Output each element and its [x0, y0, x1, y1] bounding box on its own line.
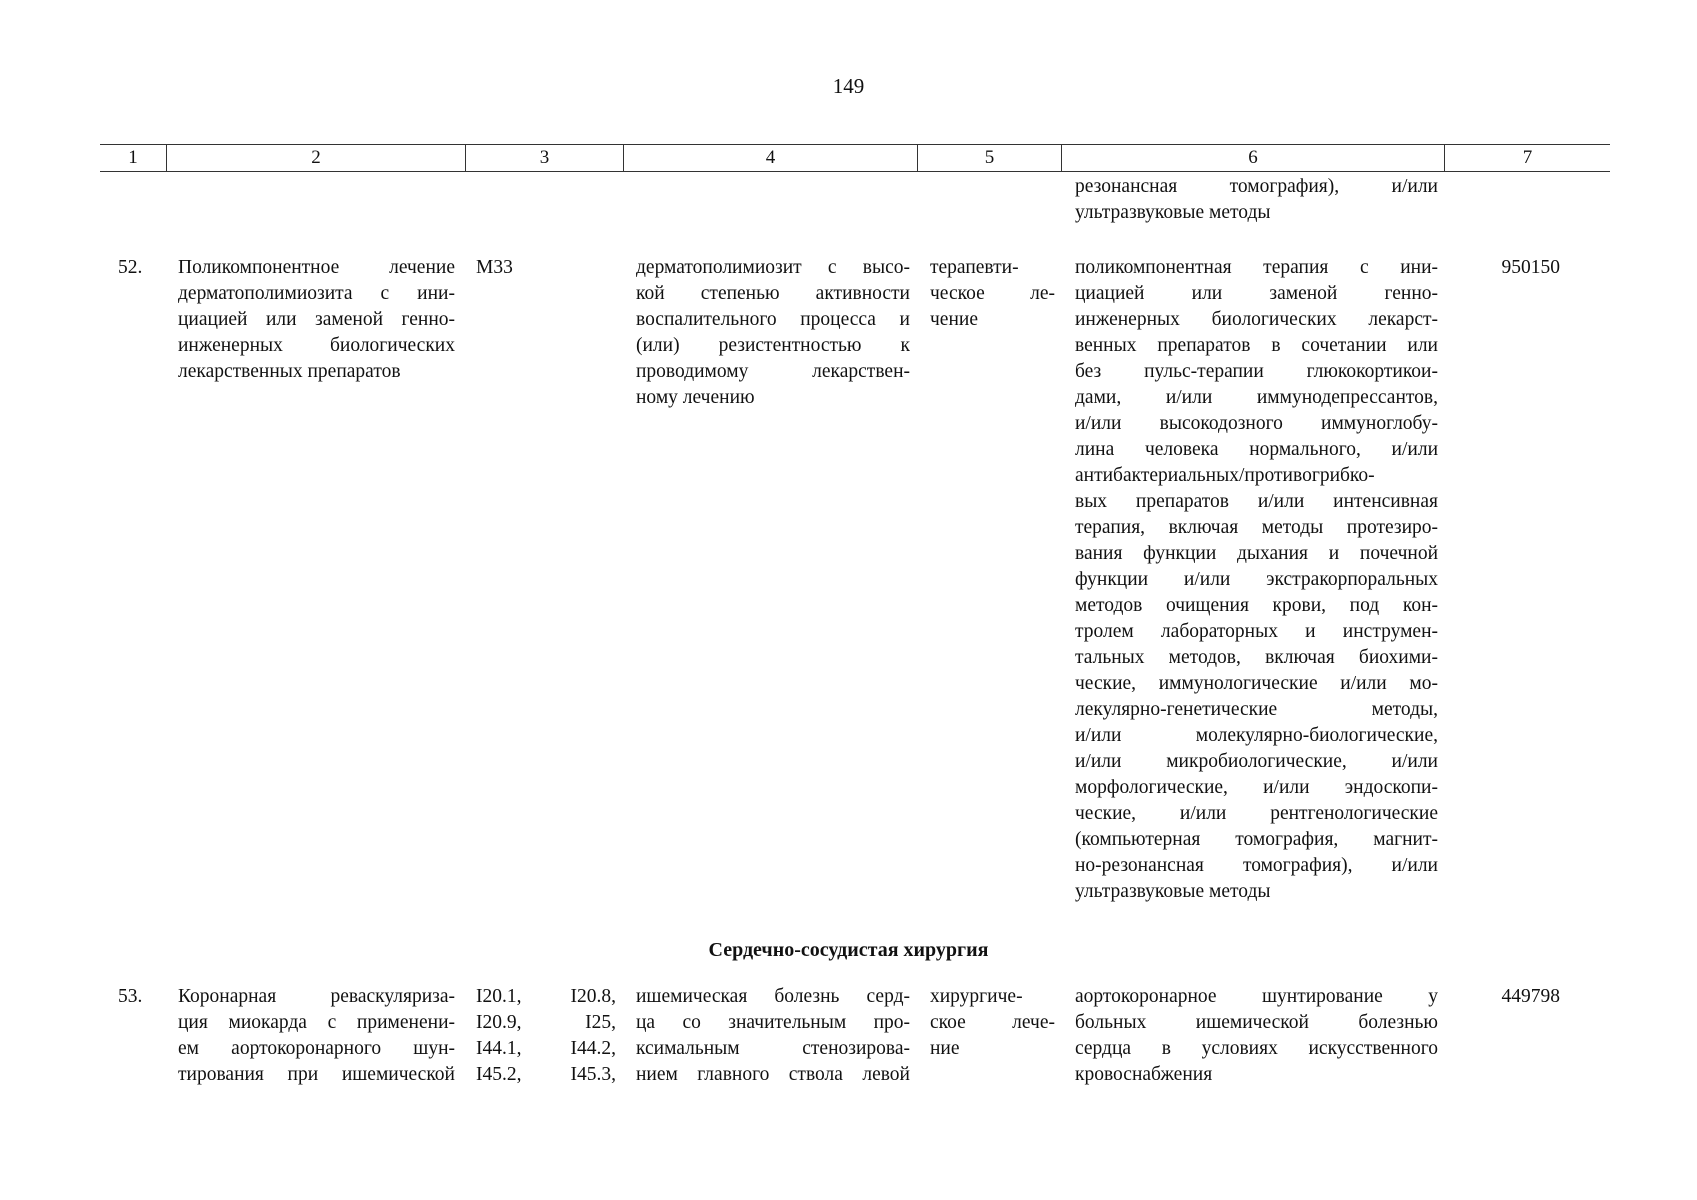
header-col-6: 6	[1061, 145, 1444, 171]
text-line: дерматополимиозит с высо-	[636, 257, 910, 278]
header-col-7: 7	[1444, 145, 1610, 171]
code-item: I25,	[585, 1012, 616, 1033]
text-line: ческие, иммунологические и/или мо-	[1075, 673, 1438, 694]
text-line: тирования при ишемической	[178, 1064, 455, 1085]
text-line: Поликомпонентное лечение	[178, 257, 455, 278]
text-line: больных ишемической болезнью	[1075, 1012, 1438, 1033]
code-item: I44.2,	[570, 1038, 616, 1059]
header-col-4: 4	[623, 145, 917, 171]
header-col-5: 5	[917, 145, 1061, 171]
text-line: и/или микробиологические, и/или	[1075, 751, 1438, 772]
text-line: ультразвуковые методы	[1075, 881, 1271, 902]
text-line: циацией или заменой генно-	[178, 309, 455, 330]
text-line: воспалительного процесса и	[636, 309, 910, 330]
row-number: 53.	[118, 986, 143, 1007]
text-line: антибактериальных/противогрибко-	[1075, 465, 1375, 486]
text-line: хирургиче-	[930, 986, 1023, 1007]
text-line: ское лече-	[930, 1012, 1055, 1033]
text-line: ца со значительным про-	[636, 1012, 910, 1033]
text-line: лекарственных препаратов	[178, 361, 401, 382]
text-line: (компьютерная томография, магнит-	[1075, 829, 1438, 850]
text-line: и/или высокодозного иммуноглобу-	[1075, 413, 1438, 434]
text-line: вания функции дыхания и почечной	[1075, 543, 1438, 564]
header-col-1: 1	[128, 147, 138, 168]
text-line: лекулярно-генетические методы,	[1075, 699, 1438, 720]
row52-col7-cost: 950150	[1501, 257, 1560, 278]
text-line: без пульс-терапии глюкокортикои-	[1075, 361, 1438, 382]
text-line: венных препаратов в сочетании или	[1075, 335, 1438, 356]
text-line: функции и/или экстракорпоральных	[1075, 569, 1438, 590]
text-line: аортокоронарное шунтирование у	[1075, 986, 1438, 1007]
header-col-2: 2	[166, 145, 465, 171]
header-col-3: 3	[465, 145, 623, 171]
row-number: 52.	[118, 257, 143, 278]
text-line: терапия, включая методы протезиро-	[1075, 517, 1438, 538]
code-item: I44.1,	[476, 1038, 522, 1059]
text-line: ксимальным стенозирова-	[636, 1038, 910, 1059]
text-line: ческие, и/или рентгенологические	[1075, 803, 1438, 824]
text-line: ческое ле-	[930, 283, 1055, 304]
text-line: чение	[930, 309, 978, 330]
text-line: ультразвуковые методы	[1075, 202, 1271, 223]
code-item: I45.3,	[570, 1064, 616, 1085]
text-line: ние	[930, 1038, 960, 1059]
text-line: и/или молекулярно-биологические,	[1075, 725, 1438, 746]
text-line: лина человека нормального, и/или	[1075, 439, 1438, 460]
text-line: инженерных биологических	[178, 335, 455, 356]
text-line: дами, и/или иммунодепрессантов,	[1075, 387, 1438, 408]
text-line: резонансная томография), и/или	[1075, 176, 1438, 197]
text-line: поликомпонентная терапия с ини-	[1075, 257, 1438, 278]
text-line: инженерных биологических лекарст-	[1075, 309, 1438, 330]
text-line: терапевти-	[930, 257, 1019, 278]
code-item: I20.9,	[476, 1012, 522, 1033]
text-line: ишемическая болезнь серд-	[636, 986, 910, 1007]
page-number: 149	[832, 74, 865, 98]
text-line: циацией или заменой генно-	[1075, 283, 1438, 304]
table-header	[100, 144, 1610, 172]
text-line: тальных методов, включая биохими-	[1075, 647, 1438, 668]
section-title: Сердечно-сосудистая хирургия	[708, 939, 989, 961]
row52-col3-code: M33	[476, 257, 513, 278]
text-line: проводимому лекарствен-	[636, 361, 910, 382]
code-item: I20.1,	[476, 986, 522, 1007]
text-line: ному лечению	[636, 387, 755, 408]
text-line: морфологические, и/или эндоскопи-	[1075, 777, 1438, 798]
code-item: I45.2,	[476, 1064, 522, 1085]
text-line: кровоснабжения	[1075, 1064, 1213, 1085]
code-item: I20.8,	[570, 986, 616, 1007]
text-line: но-резонансная томография), и/или	[1075, 855, 1438, 876]
text-line: тролем лабораторных и инструмен-	[1075, 621, 1438, 642]
text-line: ция миокарда с применени-	[178, 1012, 455, 1033]
text-line: (или) резистентностью к	[636, 335, 910, 356]
text-line: кой степенью активности	[636, 283, 910, 304]
text-line: сердца в условиях искусственного	[1075, 1038, 1438, 1059]
row53-col7-cost: 449798	[1501, 986, 1560, 1007]
text-line: вых препаратов и/или интенсивная	[1075, 491, 1438, 512]
text-line: методов очищения крови, под кон-	[1075, 595, 1438, 616]
text-line: Коронарная реваскуляриза-	[178, 986, 455, 1007]
text-line: нием главного ствола левой	[636, 1064, 910, 1085]
text-line: ем аортокоронарного шун-	[178, 1038, 455, 1059]
text-line: дерматополимиозита с ини-	[178, 283, 455, 304]
